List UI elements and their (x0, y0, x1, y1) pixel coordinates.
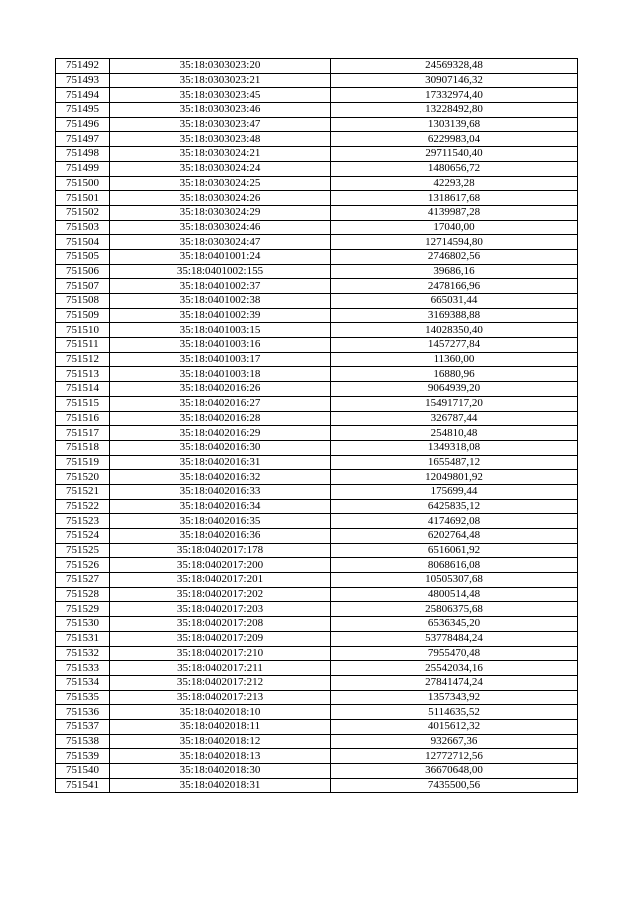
record-number-cell: 751499 (56, 161, 110, 176)
value-cell: 1349318,08 (331, 440, 578, 455)
record-number-cell: 751503 (56, 220, 110, 235)
value-cell: 6516061,92 (331, 543, 578, 558)
table-row (56, 117, 578, 132)
table-row (56, 103, 578, 118)
cadastral-number-cell: 35:18:0303023:47 (110, 117, 331, 132)
table-row (56, 411, 578, 426)
value-cell: 9064939,20 (331, 382, 578, 397)
table-row (56, 338, 578, 353)
record-number-cell: 751492 (56, 59, 110, 74)
value-cell: 4800514,48 (331, 587, 578, 602)
cadastral-number-cell: 35:18:0401001:24 (110, 249, 331, 264)
table-row (56, 367, 578, 382)
cadastral-number-cell: 35:18:0402016:33 (110, 484, 331, 499)
cadastral-number-cell: 35:18:0303024:26 (110, 191, 331, 206)
table-row (56, 132, 578, 147)
cadastral-number-cell: 35:18:0303024:29 (110, 205, 331, 220)
record-number-cell: 751541 (56, 778, 110, 793)
record-number-cell: 751522 (56, 499, 110, 514)
table-row (56, 249, 578, 264)
cadastral-number-cell: 35:18:0402016:32 (110, 470, 331, 485)
record-number-cell: 751513 (56, 367, 110, 382)
record-number-cell: 751511 (56, 338, 110, 353)
value-cell: 5114635,52 (331, 705, 578, 720)
table-row (56, 661, 578, 676)
table-row (56, 543, 578, 558)
value-cell: 2746802,56 (331, 249, 578, 264)
table-row (56, 191, 578, 206)
table-row (56, 778, 578, 793)
table-row (56, 264, 578, 279)
cadastral-number-cell: 35:18:0402018:31 (110, 778, 331, 793)
table-row (56, 749, 578, 764)
value-cell: 29711540,40 (331, 147, 578, 162)
cadastral-number-cell: 35:18:0401002:155 (110, 264, 331, 279)
record-number-cell: 751523 (56, 514, 110, 529)
cadastral-number-cell: 35:18:0402018:12 (110, 734, 331, 749)
table-row (56, 631, 578, 646)
value-cell: 1655487,12 (331, 455, 578, 470)
value-cell: 24569328,48 (331, 59, 578, 74)
cadastral-number-cell: 35:18:0401003:18 (110, 367, 331, 382)
value-cell: 6425835,12 (331, 499, 578, 514)
value-cell: 16880,96 (331, 367, 578, 382)
value-cell: 10505307,68 (331, 573, 578, 588)
record-number-cell: 751497 (56, 132, 110, 147)
cadastral-number-cell: 35:18:0402017:209 (110, 631, 331, 646)
value-cell: 11360,00 (331, 352, 578, 367)
table-row (56, 514, 578, 529)
record-number-cell: 751530 (56, 617, 110, 632)
cadastral-number-cell: 35:18:0303024:25 (110, 176, 331, 191)
value-cell: 25806375,68 (331, 602, 578, 617)
table-row (56, 764, 578, 779)
record-number-cell: 751536 (56, 705, 110, 720)
record-number-cell: 751514 (56, 382, 110, 397)
value-cell: 6202764,48 (331, 529, 578, 544)
record-number-cell: 751517 (56, 426, 110, 441)
table-row (56, 587, 578, 602)
record-number-cell: 751519 (56, 455, 110, 470)
value-cell: 254810,48 (331, 426, 578, 441)
table-row (56, 220, 578, 235)
table-row (56, 352, 578, 367)
table-row (56, 426, 578, 441)
table-row (56, 602, 578, 617)
record-number-cell: 751531 (56, 631, 110, 646)
cadastral-number-cell: 35:18:0303023:46 (110, 103, 331, 118)
record-number-cell: 751506 (56, 264, 110, 279)
cadastral-number-cell: 35:18:0402017:210 (110, 646, 331, 661)
cadastral-number-cell: 35:18:0402017:203 (110, 602, 331, 617)
cadastral-number-cell: 35:18:0402016:27 (110, 396, 331, 411)
record-number-cell: 751507 (56, 279, 110, 294)
table-row (56, 88, 578, 103)
record-number-cell: 751527 (56, 573, 110, 588)
cadastral-number-cell: 35:18:0303024:47 (110, 235, 331, 250)
table-row (56, 294, 578, 309)
value-cell: 12049801,92 (331, 470, 578, 485)
record-number-cell: 751524 (56, 529, 110, 544)
value-cell: 175699,44 (331, 484, 578, 499)
value-cell: 932667,36 (331, 734, 578, 749)
cadastral-number-cell: 35:18:0401002:39 (110, 308, 331, 323)
record-number-cell: 751493 (56, 73, 110, 88)
table-row (56, 470, 578, 485)
table-row (56, 455, 578, 470)
value-cell: 17332974,40 (331, 88, 578, 103)
value-cell: 1457277,84 (331, 338, 578, 353)
record-number-cell: 751516 (56, 411, 110, 426)
cadastral-number-cell: 35:18:0402017:211 (110, 661, 331, 676)
record-number-cell: 751528 (56, 587, 110, 602)
value-cell: 326787,44 (331, 411, 578, 426)
value-cell: 12714594,80 (331, 235, 578, 250)
record-number-cell: 751500 (56, 176, 110, 191)
record-number-cell: 751505 (56, 249, 110, 264)
value-cell: 7955470,48 (331, 646, 578, 661)
table-row (56, 499, 578, 514)
cadastral-number-cell: 35:18:0303024:24 (110, 161, 331, 176)
cadastral-number-cell: 35:18:0402017:200 (110, 558, 331, 573)
cadastral-number-cell: 35:18:0401002:38 (110, 294, 331, 309)
cadastral-number-cell: 35:18:0402016:30 (110, 440, 331, 455)
record-number-cell: 751532 (56, 646, 110, 661)
record-number-cell: 751529 (56, 602, 110, 617)
value-cell: 13228492,80 (331, 103, 578, 118)
cadastral-number-cell: 35:18:0402016:31 (110, 455, 331, 470)
record-number-cell: 751515 (56, 396, 110, 411)
record-number-cell: 751508 (56, 294, 110, 309)
table-row (56, 235, 578, 250)
value-cell: 39686,16 (331, 264, 578, 279)
value-cell: 53778484,24 (331, 631, 578, 646)
value-cell: 17040,00 (331, 220, 578, 235)
value-cell: 6536345,20 (331, 617, 578, 632)
value-cell: 36670648,00 (331, 764, 578, 779)
value-cell: 15491717,20 (331, 396, 578, 411)
table-row (56, 73, 578, 88)
table-row (56, 719, 578, 734)
value-cell: 12772712,56 (331, 749, 578, 764)
value-cell: 1303139,68 (331, 117, 578, 132)
value-cell: 665031,44 (331, 294, 578, 309)
cadastral-number-cell: 35:18:0402018:10 (110, 705, 331, 720)
value-cell: 1318617,68 (331, 191, 578, 206)
table-row (56, 705, 578, 720)
value-cell: 2478166,96 (331, 279, 578, 294)
table-row (56, 382, 578, 397)
table-row (56, 279, 578, 294)
cadastral-number-cell: 35:18:0303023:20 (110, 59, 331, 74)
table-row (56, 176, 578, 191)
record-number-cell: 751510 (56, 323, 110, 338)
table-row (56, 205, 578, 220)
table-row (56, 323, 578, 338)
cadastral-number-cell: 35:18:0402017:201 (110, 573, 331, 588)
cadastral-number-cell: 35:18:0303024:46 (110, 220, 331, 235)
table-row (56, 529, 578, 544)
table-row (56, 558, 578, 573)
value-cell: 4174692,08 (331, 514, 578, 529)
table-row (56, 59, 578, 74)
cadastral-number-cell: 35:18:0402016:29 (110, 426, 331, 441)
cadastral-number-cell: 35:18:0402016:36 (110, 529, 331, 544)
value-cell: 1480656,72 (331, 161, 578, 176)
record-number-cell: 751495 (56, 103, 110, 118)
table-row (56, 617, 578, 632)
cadastral-number-cell: 35:18:0402016:35 (110, 514, 331, 529)
record-number-cell: 751534 (56, 675, 110, 690)
table-row (56, 161, 578, 176)
data-table (55, 58, 578, 793)
cadastral-number-cell: 35:18:0303024:21 (110, 147, 331, 162)
table-body (56, 59, 578, 793)
record-number-cell: 751526 (56, 558, 110, 573)
cadastral-number-cell: 35:18:0402017:178 (110, 543, 331, 558)
record-number-cell: 751501 (56, 191, 110, 206)
cadastral-number-cell: 35:18:0402017:202 (110, 587, 331, 602)
cadastral-number-cell: 35:18:0401002:37 (110, 279, 331, 294)
record-number-cell: 751498 (56, 147, 110, 162)
table-row (56, 396, 578, 411)
record-number-cell: 751509 (56, 308, 110, 323)
cadastral-number-cell: 35:18:0402018:13 (110, 749, 331, 764)
table-row (56, 675, 578, 690)
record-number-cell: 751538 (56, 734, 110, 749)
value-cell: 4139987,28 (331, 205, 578, 220)
cadastral-number-cell: 35:18:0401003:17 (110, 352, 331, 367)
table-row (56, 646, 578, 661)
value-cell: 30907146,32 (331, 73, 578, 88)
cadastral-number-cell: 35:18:0401003:15 (110, 323, 331, 338)
cadastral-number-cell: 35:18:0402016:34 (110, 499, 331, 514)
cadastral-number-cell: 35:18:0303023:21 (110, 73, 331, 88)
value-cell: 42293,28 (331, 176, 578, 191)
record-number-cell: 751504 (56, 235, 110, 250)
value-cell: 25542034,16 (331, 661, 578, 676)
value-cell: 4015612,32 (331, 719, 578, 734)
table-row (56, 573, 578, 588)
record-number-cell: 751512 (56, 352, 110, 367)
cadastral-number-cell: 35:18:0401003:16 (110, 338, 331, 353)
cadastral-number-cell: 35:18:0402017:213 (110, 690, 331, 705)
value-cell: 1357343,92 (331, 690, 578, 705)
value-cell: 3169388,88 (331, 308, 578, 323)
table-row (56, 308, 578, 323)
value-cell: 27841474,24 (331, 675, 578, 690)
record-number-cell: 751494 (56, 88, 110, 103)
cadastral-number-cell: 35:18:0402016:26 (110, 382, 331, 397)
record-number-cell: 751539 (56, 749, 110, 764)
value-cell: 7435500,56 (331, 778, 578, 793)
table-row (56, 484, 578, 499)
record-number-cell: 751502 (56, 205, 110, 220)
record-number-cell: 751518 (56, 440, 110, 455)
cadastral-number-cell: 35:18:0402018:30 (110, 764, 331, 779)
record-number-cell: 751535 (56, 690, 110, 705)
value-cell: 8068616,08 (331, 558, 578, 573)
cadastral-number-cell: 35:18:0402018:11 (110, 719, 331, 734)
record-number-cell: 751533 (56, 661, 110, 676)
record-number-cell: 751525 (56, 543, 110, 558)
record-number-cell: 751537 (56, 719, 110, 734)
cadastral-number-cell: 35:18:0303023:45 (110, 88, 331, 103)
record-number-cell: 751521 (56, 484, 110, 499)
cadastral-number-cell: 35:18:0402017:212 (110, 675, 331, 690)
table-row (56, 440, 578, 455)
value-cell: 14028350,40 (331, 323, 578, 338)
record-number-cell: 751520 (56, 470, 110, 485)
cadastral-number-cell: 35:18:0402017:208 (110, 617, 331, 632)
table-row (56, 147, 578, 162)
record-number-cell: 751540 (56, 764, 110, 779)
value-cell: 6229983,04 (331, 132, 578, 147)
cadastral-number-cell: 35:18:0402016:28 (110, 411, 331, 426)
cadastral-number-cell: 35:18:0303023:48 (110, 132, 331, 147)
record-number-cell: 751496 (56, 117, 110, 132)
table-row (56, 734, 578, 749)
table-row (56, 690, 578, 705)
